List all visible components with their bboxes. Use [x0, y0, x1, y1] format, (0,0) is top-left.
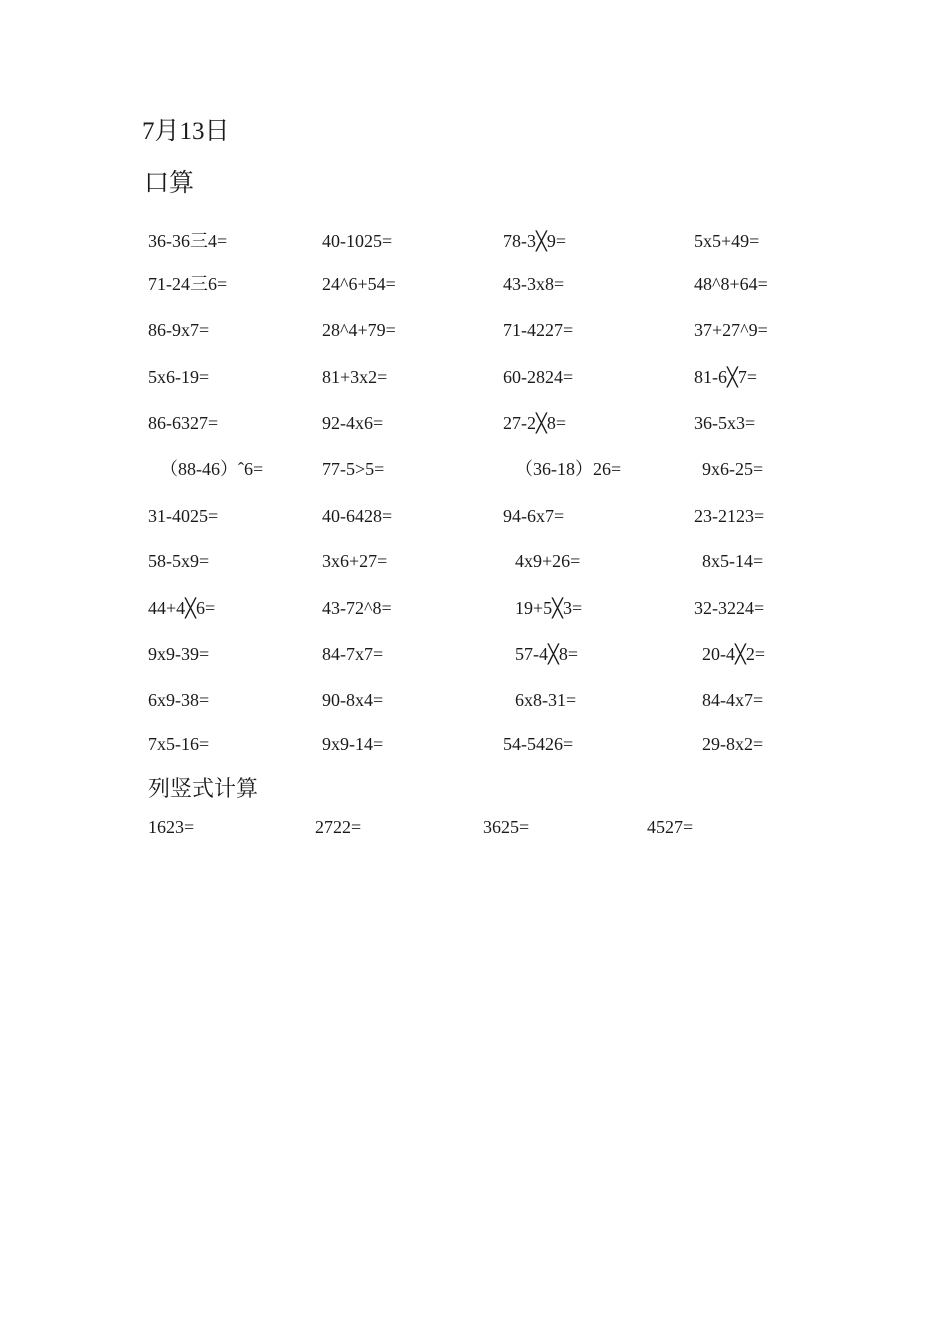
oral-problem: 7x5-16=: [148, 734, 210, 754]
oral-problem: 29-8x2=: [702, 734, 764, 754]
vertical-problem: 2722=: [315, 817, 362, 837]
oral-problem: 43-72^8=: [322, 598, 392, 618]
oral-problem: 81-6╳7=: [694, 367, 757, 387]
oral-problem: 8x5-14=: [702, 551, 764, 571]
oral-problem: （88-46）ˆ6=: [160, 459, 264, 479]
oral-problem: 32-3224=: [694, 598, 765, 618]
vertical-problem: 3625=: [483, 817, 530, 837]
oral-problem: 4x9+26=: [515, 551, 581, 571]
oral-problem: 24^6+54=: [322, 274, 396, 294]
oral-problem: 86-9x7=: [148, 320, 210, 340]
oral-problem: 31-4025=: [148, 506, 219, 526]
oral-problem: 9x9-39=: [148, 644, 210, 664]
oral-problem: 90-8x4=: [322, 690, 384, 710]
vertical-problem: 4527=: [647, 817, 694, 837]
oral-problem: 92-4x6=: [322, 413, 384, 433]
worksheet-date: 7月13日: [142, 118, 230, 145]
oral-problem: 78-3╳9=: [503, 231, 566, 251]
oral-problem: 27-2╳8=: [503, 413, 566, 433]
oral-problem: 40-6428=: [322, 506, 393, 526]
oral-problem: 37+27^9=: [694, 320, 768, 340]
oral-problem: 6x9-38=: [148, 690, 210, 710]
oral-problem: 5x6-19=: [148, 367, 210, 387]
oral-problem: 94-6x7=: [503, 506, 565, 526]
oral-problem: 40-1025=: [322, 231, 393, 251]
oral-problem: 71-24三6=: [148, 274, 228, 294]
oral-problem: 43-3x8=: [503, 274, 565, 294]
oral-problem: 57-4╳8=: [515, 644, 578, 664]
oral-problem: 84-4x7=: [702, 690, 764, 710]
vertical-problem: 1623=: [148, 817, 195, 837]
oral-problem: 58-5x9=: [148, 551, 210, 571]
oral-problem: 48^8+64=: [694, 274, 768, 294]
oral-section-title: 口算: [144, 170, 195, 197]
oral-problem: 5x5+49=: [694, 231, 760, 251]
oral-problem: 19+5╳3=: [515, 598, 583, 618]
oral-problem: 23-2123=: [694, 506, 765, 526]
oral-problem: （36-18）26=: [515, 459, 622, 479]
oral-problem: 6x8-31=: [515, 690, 577, 710]
oral-problem: 20-4╳2=: [702, 644, 765, 664]
oral-problem: 44+4╳6=: [148, 598, 216, 618]
oral-problem: 36-36三4=: [148, 231, 228, 251]
oral-problem: 60-2824=: [503, 367, 574, 387]
oral-problem: 71-4227=: [503, 320, 574, 340]
vertical-section-title: 列竖式计算: [148, 776, 259, 801]
oral-problem: 81+3x2=: [322, 367, 388, 387]
oral-problem: 36-5x3=: [694, 413, 756, 433]
oral-problem: 28^4+79=: [322, 320, 396, 340]
oral-problem: 9x9-14=: [322, 734, 384, 754]
oral-problem: 9x6-25=: [702, 459, 764, 479]
oral-problem: 86-6327=: [148, 413, 219, 433]
oral-problem: 77-5>5=: [322, 459, 385, 479]
oral-problem: 54-5426=: [503, 734, 574, 754]
oral-problem: 3x6+27=: [322, 551, 388, 571]
oral-problem: 84-7x7=: [322, 644, 384, 664]
